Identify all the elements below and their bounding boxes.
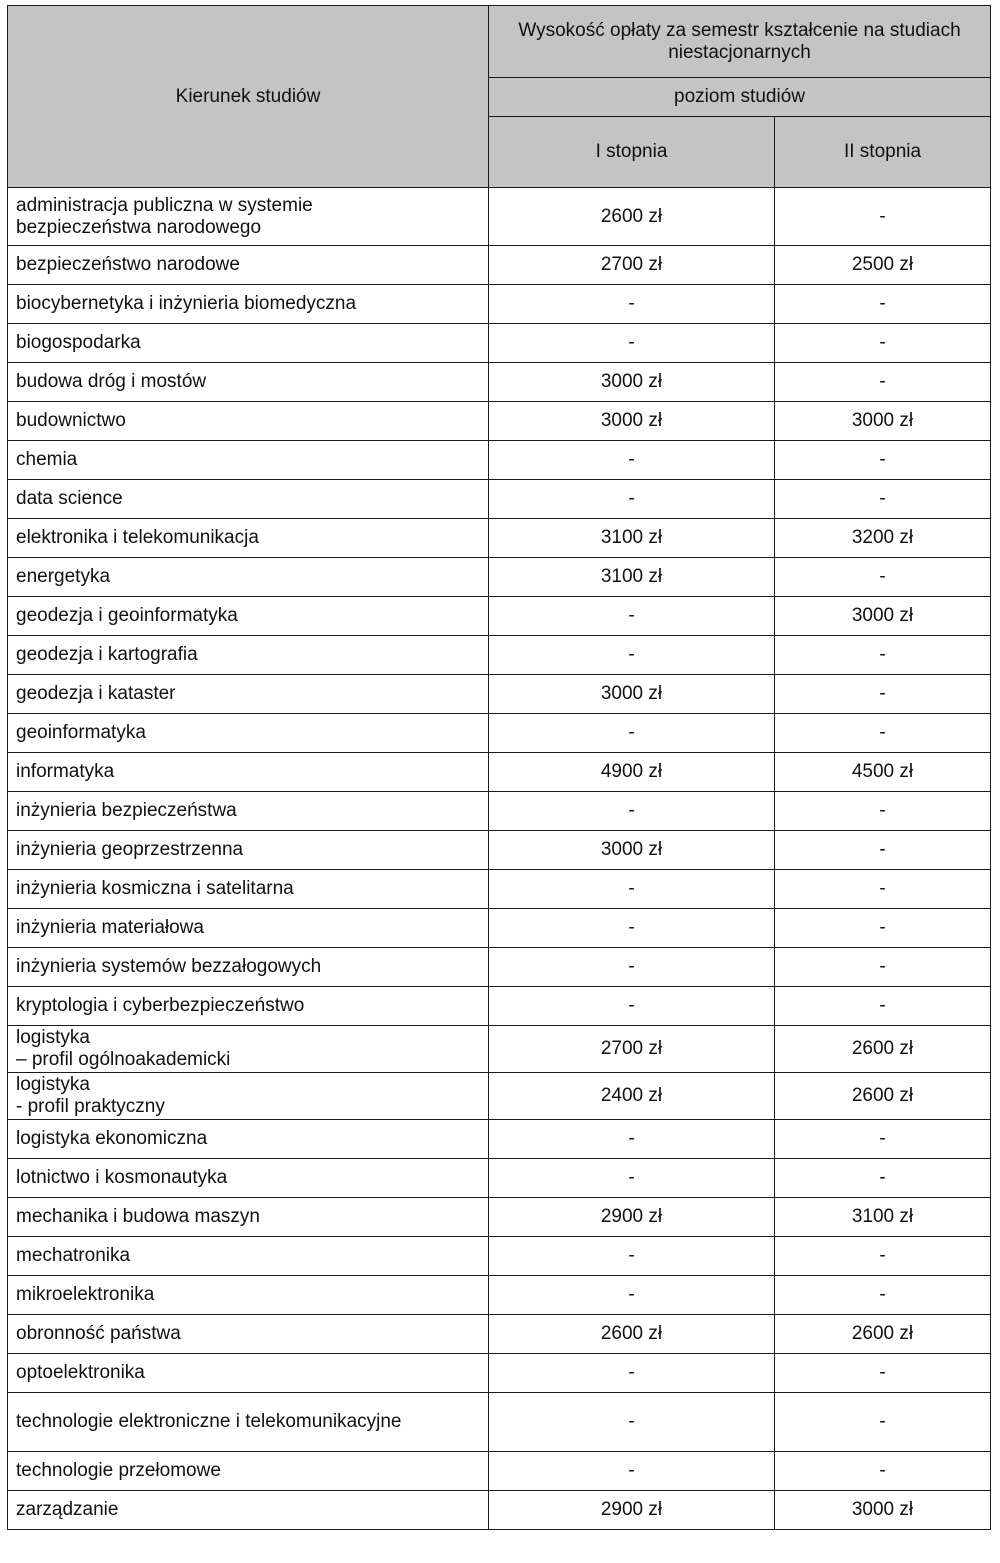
table-row [8, 1026, 991, 1073]
first-degree-fee-cell: - [489, 1276, 775, 1315]
second-degree-fee-cell: - [775, 1159, 991, 1198]
course-name-cell: data science [8, 480, 489, 519]
table-row [8, 558, 991, 597]
table-row [8, 188, 991, 246]
second-degree-fee-cell: 3200 zł [775, 519, 991, 558]
second-degree-fee-cell: 2600 zł [775, 1315, 991, 1354]
course-name-cell: inżynieria kosmiczna i satelitarna [8, 870, 489, 909]
table-row [8, 1198, 991, 1237]
second-degree-fee-cell: - [775, 558, 991, 597]
table-row [8, 1237, 991, 1276]
second-degree-fee-cell: 3100 zł [775, 1198, 991, 1237]
table-row [8, 831, 991, 870]
course-name-cell: obronność państwa [8, 1315, 489, 1354]
second-degree-fee-cell: - [775, 285, 991, 324]
first-degree-fee-cell: - [489, 714, 775, 753]
second-degree-fee-cell: - [775, 480, 991, 519]
second-degree-fee-cell: - [775, 1452, 991, 1491]
table-row [8, 285, 991, 324]
course-name-cell: inżynieria systemów bezzałogowych [8, 948, 489, 987]
table-row [8, 948, 991, 987]
table-row [8, 441, 991, 480]
second-degree-fee-cell: 2500 zł [775, 246, 991, 285]
tuition-fee-table [7, 5, 991, 1530]
second-degree-fee-cell: - [775, 188, 991, 246]
table-row [8, 1159, 991, 1198]
course-name-cell: mikroelektronika [8, 1276, 489, 1315]
course-name-cell: inżynieria geoprzestrzenna [8, 831, 489, 870]
first-degree-fee-cell: - [489, 1237, 775, 1276]
second-degree-fee-cell: - [775, 792, 991, 831]
table-row [8, 597, 991, 636]
second-degree-fee-cell: - [775, 1276, 991, 1315]
first-degree-fee-cell: 3100 zł [489, 558, 775, 597]
course-name-cell: kryptologia i cyberbezpieczeństwo [8, 987, 489, 1026]
table-row [8, 1315, 991, 1354]
course-name-cell: elektronika i telekomunikacja [8, 519, 489, 558]
first-degree-fee-cell: - [489, 1452, 775, 1491]
first-degree-fee-cell: 2700 zł [489, 1026, 775, 1073]
course-name-cell: geodezja i geoinformatyka [8, 597, 489, 636]
first-degree-fee-cell: 3000 zł [489, 831, 775, 870]
table-row [8, 714, 991, 753]
table-row [8, 324, 991, 363]
second-degree-fee-cell: - [775, 987, 991, 1026]
second-degree-fee-cell: - [775, 1393, 991, 1452]
second-degree-fee-cell: 3000 zł [775, 1491, 991, 1530]
first-degree-fee-cell: 2900 zł [489, 1491, 775, 1530]
course-name-cell: chemia [8, 441, 489, 480]
first-degree-fee-cell: 2700 zł [489, 246, 775, 285]
first-degree-fee-cell: - [489, 948, 775, 987]
first-degree-fee-cell: - [489, 636, 775, 675]
course-name-cell: administracja publiczna w systemie bezpieczeństwa narodowego [8, 188, 489, 246]
first-degree-fee-cell: - [489, 870, 775, 909]
table-row [8, 1120, 991, 1159]
course-name-cell: logistyka – profil ogólnoakademicki [8, 1026, 489, 1073]
table-row [8, 753, 991, 792]
first-degree-fee-cell: - [489, 1354, 775, 1393]
table-row [8, 1276, 991, 1315]
second-degree-fee-cell: - [775, 870, 991, 909]
course-name-cell: lotnictwo i kosmonautyka [8, 1159, 489, 1198]
first-degree-fee-cell: 4900 zł [489, 753, 775, 792]
second-degree-fee-cell: - [775, 636, 991, 675]
second-degree-fee-cell: - [775, 948, 991, 987]
first-degree-fee-cell: 3000 zł [489, 363, 775, 402]
table-row [8, 246, 991, 285]
first-degree-fee-cell: 2600 zł [489, 188, 775, 246]
first-degree-header: I stopnia [489, 117, 775, 188]
course-name-cell: geodezja i kataster [8, 675, 489, 714]
course-name-cell: budowa dróg i mostów [8, 363, 489, 402]
course-name-cell: geodezja i kartografia [8, 636, 489, 675]
course-name-cell: mechatronika [8, 1237, 489, 1276]
first-degree-fee-cell: 3000 zł [489, 402, 775, 441]
course-name-cell: informatyka [8, 753, 489, 792]
second-degree-fee-cell: 2600 zł [775, 1073, 991, 1120]
table-row [8, 480, 991, 519]
table-row [8, 1354, 991, 1393]
second-degree-fee-cell: - [775, 714, 991, 753]
second-degree-fee-cell: - [775, 1237, 991, 1276]
course-name-cell: mechanika i budowa maszyn [8, 1198, 489, 1237]
table-body [8, 188, 991, 1530]
table-header [8, 6, 991, 188]
course-name-cell: energetyka [8, 558, 489, 597]
second-degree-fee-cell: 3000 zł [775, 597, 991, 636]
first-degree-fee-cell: 2900 zł [489, 1198, 775, 1237]
second-degree-fee-cell: 2600 zł [775, 1026, 991, 1073]
first-degree-fee-cell: - [489, 480, 775, 519]
fee-title-header: Wysokość opłaty za semestr kształcenie na studiach niestacjonarnych [489, 6, 991, 78]
first-degree-fee-cell: - [489, 324, 775, 363]
table-row [8, 987, 991, 1026]
table-row [8, 363, 991, 402]
course-name-cell: logistyka ekonomiczna [8, 1120, 489, 1159]
second-degree-fee-cell: - [775, 324, 991, 363]
course-name-cell: logistyka - profil praktyczny [8, 1073, 489, 1120]
first-degree-fee-cell: - [489, 1393, 775, 1452]
course-name-cell: inżynieria bezpieczeństwa [8, 792, 489, 831]
second-degree-fee-cell: - [775, 909, 991, 948]
first-degree-fee-cell: - [489, 597, 775, 636]
second-degree-fee-cell: 4500 zł [775, 753, 991, 792]
course-column-header: Kierunek studiów [8, 6, 489, 188]
first-degree-fee-cell: 3000 zł [489, 675, 775, 714]
course-name-cell: technologie przełomowe [8, 1452, 489, 1491]
second-degree-fee-cell: - [775, 831, 991, 870]
course-name-cell: technologie elektroniczne i telekomunikacyjne [8, 1393, 489, 1452]
first-degree-fee-cell: - [489, 792, 775, 831]
first-degree-fee-cell: - [489, 285, 775, 324]
second-degree-fee-cell: - [775, 363, 991, 402]
course-name-cell: optoelektronika [8, 1354, 489, 1393]
second-degree-header: II stopnia [775, 117, 991, 188]
second-degree-fee-cell: - [775, 1354, 991, 1393]
second-degree-fee-cell: 3000 zł [775, 402, 991, 441]
table-row [8, 792, 991, 831]
table-row [8, 870, 991, 909]
table-row [8, 909, 991, 948]
first-degree-fee-cell: 3100 zł [489, 519, 775, 558]
second-degree-fee-cell: - [775, 675, 991, 714]
table-row [8, 519, 991, 558]
course-name-cell: zarządzanie [8, 1491, 489, 1530]
study-level-header: poziom studiów [489, 78, 991, 117]
course-name-cell: inżynieria materiałowa [8, 909, 489, 948]
first-degree-fee-cell: - [489, 1159, 775, 1198]
first-degree-fee-cell: 2400 zł [489, 1073, 775, 1120]
course-name-cell: biocybernetyka i inżynieria biomedyczna [8, 285, 489, 324]
first-degree-fee-cell: - [489, 909, 775, 948]
second-degree-fee-cell: - [775, 441, 991, 480]
course-name-cell: geoinformatyka [8, 714, 489, 753]
first-degree-fee-cell: - [489, 987, 775, 1026]
table-row [8, 1393, 991, 1452]
table-row [8, 1452, 991, 1491]
table-row [8, 1491, 991, 1530]
course-name-cell: bezpieczeństwo narodowe [8, 246, 489, 285]
table-row [8, 1073, 991, 1120]
second-degree-fee-cell: - [775, 1120, 991, 1159]
first-degree-fee-cell: 2600 zł [489, 1315, 775, 1354]
table-row [8, 636, 991, 675]
course-name-cell: budownictwo [8, 402, 489, 441]
first-degree-fee-cell: - [489, 1120, 775, 1159]
first-degree-fee-cell: - [489, 441, 775, 480]
course-name-cell: biogospodarka [8, 324, 489, 363]
table-row [8, 402, 991, 441]
table-row [8, 675, 991, 714]
